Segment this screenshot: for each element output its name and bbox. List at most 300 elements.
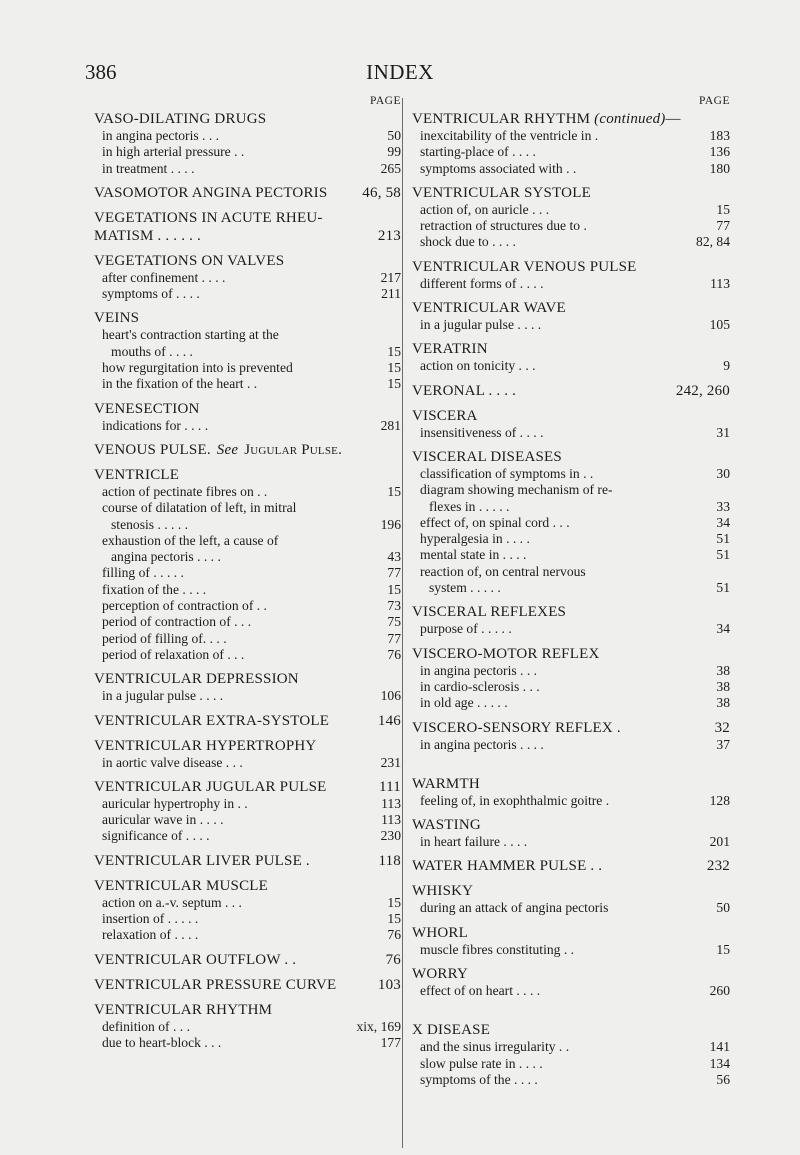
entry-heading	[412, 719, 730, 737]
index-entry	[94, 778, 401, 845]
subentry	[412, 144, 730, 160]
subentry-text: classification of symptoms in . .	[420, 465, 594, 481]
subentry-text: effect of on heart . . . .	[420, 983, 541, 999]
index-entry	[94, 252, 401, 303]
subentry-text: heart's contraction starting at the	[102, 327, 279, 343]
entry-heading-continued	[94, 227, 401, 245]
entry-heading	[94, 737, 401, 755]
subentry-pages: 9	[723, 358, 730, 374]
subentry	[412, 983, 730, 999]
entry-heading	[94, 1001, 401, 1019]
entry-heading	[412, 184, 730, 202]
entry-heading	[412, 603, 730, 621]
entry-heading-pages: 111	[379, 778, 401, 795]
subentry-text: exhaustion of the left, a cause of	[102, 532, 279, 548]
subentry-pages: 38	[716, 662, 730, 678]
subentry	[412, 425, 730, 441]
subentry-pages: 265	[380, 160, 401, 176]
entry-heading-text: VENTRICULAR VENOUS PULSE	[412, 258, 637, 275]
entry-heading-text: VASOMOTOR ANGINA PECTORIS	[94, 184, 328, 201]
subentry-text: auricular hypertrophy in . .	[102, 795, 248, 811]
subentry-pages: 15	[387, 483, 401, 499]
entry-heading-pages: 32	[714, 719, 730, 736]
subentry-text: insertion of . . . . .	[102, 911, 199, 927]
subentry-pages: xix, 169	[356, 1018, 401, 1034]
index-entry	[94, 877, 401, 944]
entry-heading-text: VISCERO-MOTOR REFLEX	[412, 645, 600, 662]
subentry-pages: 136	[709, 144, 730, 160]
subentry	[94, 270, 401, 286]
index-entry	[412, 448, 730, 596]
subentry	[94, 1019, 401, 1035]
subentry	[412, 547, 730, 563]
subentry	[412, 1072, 730, 1088]
subentry-pages: 30	[716, 465, 730, 481]
subentry-text: in aortic valve disease . . .	[102, 754, 243, 770]
entry-heading	[412, 340, 730, 358]
subentry-pages: 77	[387, 630, 401, 646]
subentry-text: flexes in . . . . .	[429, 498, 510, 514]
subentry-text: muscle fibres constituting . .	[420, 941, 575, 957]
subentry	[94, 688, 401, 704]
subentry-text: symptoms associated with . .	[420, 160, 577, 176]
subentry	[94, 128, 401, 144]
subentry-text: auricular wave in . . . .	[102, 812, 224, 828]
entry-heading-text: VENTRICULAR MUSCLE	[94, 877, 269, 894]
subentry-text: effect of, on spinal cord . . .	[420, 514, 570, 530]
entry-heading	[412, 382, 730, 400]
subentry-pages: 43	[387, 549, 401, 565]
subentry	[94, 344, 401, 360]
subentry	[412, 621, 730, 637]
page-title: INDEX	[366, 60, 434, 84]
subentry-pages: 15	[387, 581, 401, 597]
subentry-text: different forms of . . . .	[420, 275, 544, 291]
subentry-text: symptoms of the . . . .	[420, 1071, 538, 1087]
subentry-text: retraction of structures due to .	[420, 218, 587, 234]
subentry-pages: 105	[709, 317, 730, 333]
entry-heading-pages: 46, 58	[362, 184, 401, 201]
entry-heading	[412, 110, 730, 128]
subentry-text: action on a.-v. septum . . .	[102, 894, 242, 910]
entry-heading-text: VISCERA	[412, 407, 478, 424]
entry-heading-text: VENTRICULAR WAVE	[412, 300, 566, 317]
subentry-pages: 141	[709, 1039, 730, 1055]
index-entry	[94, 441, 401, 459]
index-entry	[412, 816, 730, 850]
subentry	[94, 582, 401, 598]
subentry-text: action on tonicity . . .	[420, 358, 536, 374]
subentry-pages: 34	[716, 621, 730, 637]
index-entry	[412, 924, 730, 958]
subentry-text: hyperalgesia in . . . .	[420, 531, 530, 547]
subentry-pages: 177	[380, 1034, 401, 1050]
subentry	[94, 144, 401, 160]
entry-heading-text: VEINS	[94, 310, 140, 327]
subentry-pages: 34	[716, 514, 730, 530]
entry-heading	[412, 965, 730, 983]
subentry-text: filling of . . . . .	[102, 565, 184, 581]
subentry	[94, 360, 401, 376]
page-header	[0, 60, 800, 90]
entry-heading	[94, 951, 401, 969]
subentry-text: period of relaxation of . . .	[102, 646, 245, 662]
subentry-pages: 128	[709, 792, 730, 808]
entry-heading-pages: 146	[377, 712, 401, 729]
entry-heading-text: VEGETATIONS IN ACUTE RHEU-	[94, 209, 323, 226]
entry-heading-text: WASTING	[412, 817, 481, 834]
index-entry	[412, 719, 730, 753]
subentry	[412, 276, 730, 292]
subentry-pages: 77	[716, 218, 730, 234]
entry-heading-text: VENOUS PULSE.	[94, 441, 211, 458]
subentry-text: in a jugular pulse . . . .	[420, 317, 542, 333]
entry-heading-pages: 232	[706, 858, 730, 875]
index-entry	[94, 184, 401, 202]
entry-heading-text: VENTRICULAR RHYTHM (continued)—	[412, 111, 681, 127]
entry-heading	[94, 976, 401, 994]
index-entry	[412, 965, 730, 999]
subentry-pages: 113	[381, 795, 401, 811]
subentry-pages: 15	[387, 343, 401, 359]
subentry-text: in angina pectoris . . .	[420, 662, 538, 678]
entry-heading-pages: 213	[377, 227, 401, 244]
subentry-text: mouths of . . . .	[111, 343, 193, 359]
subentry-pages: 38	[716, 695, 730, 711]
entry-heading	[94, 712, 401, 730]
subentry-pages: 15	[387, 360, 401, 376]
subentry	[412, 202, 730, 218]
subentry-pages: 75	[387, 614, 401, 630]
subentry-text: period of contraction of . . .	[102, 614, 252, 630]
subentry	[94, 755, 401, 771]
entry-heading	[94, 852, 401, 870]
index-entry	[412, 110, 730, 177]
subentry-text: in angina pectoris . . . .	[420, 736, 544, 752]
subentry-text: how regurgitation into is prevented	[102, 360, 293, 376]
subentry	[94, 828, 401, 844]
subentry	[412, 793, 730, 809]
index-entry	[94, 951, 401, 969]
subentry-text: significance of . . . .	[102, 828, 210, 844]
entry-heading-text: VENTRICULAR DEPRESSION	[94, 671, 299, 688]
subentry-text: diagram showing mechanism of re-	[420, 482, 613, 498]
subentry-text: in cardio-sclerosis . . .	[420, 678, 540, 694]
column-divider	[402, 98, 403, 1148]
see-reference: Jugular Pulse.	[244, 441, 343, 458]
subentry	[412, 1056, 730, 1072]
subentry	[412, 900, 730, 916]
entry-heading	[412, 882, 730, 900]
subentry-pages: 77	[387, 565, 401, 581]
index-entry	[412, 857, 730, 875]
entry-heading	[412, 448, 730, 466]
entry-heading-text: WHISKY	[412, 883, 474, 900]
index-entry	[412, 775, 730, 809]
subentry-pages: 15	[387, 376, 401, 392]
index-entry	[94, 110, 401, 177]
entry-heading	[412, 924, 730, 942]
subentry-text: angina pectoris . . . .	[111, 549, 221, 565]
subentry	[94, 517, 401, 533]
index-entry	[412, 299, 730, 333]
entry-heading-text: VENTRICULAR HYPERTROPHY	[94, 737, 317, 754]
index-entry	[94, 976, 401, 994]
subentry	[94, 812, 401, 828]
subentry	[94, 614, 401, 630]
index-entry	[94, 309, 401, 392]
entry-heading	[94, 110, 401, 128]
index-entry	[94, 712, 401, 730]
subentry-pages: 211	[381, 286, 401, 302]
entry-heading-text: VENTRICULAR LIVER PULSE .	[94, 852, 310, 869]
entry-heading	[412, 407, 730, 425]
subentry-pages: 51	[716, 580, 730, 596]
page-number: 386	[85, 60, 117, 84]
index-entry	[412, 184, 730, 251]
index-entry	[94, 737, 401, 771]
subentry	[94, 796, 401, 812]
subentry-text: in the fixation of the heart . .	[102, 376, 258, 392]
subentry	[94, 376, 401, 392]
entry-heading-text: WATER HAMMER PULSE . .	[412, 858, 603, 875]
subentry-pages: 15	[716, 201, 730, 217]
left-column	[94, 95, 401, 1051]
subentry-text: course of dilatation of left, in mitral	[102, 500, 297, 516]
entry-heading	[94, 252, 401, 270]
subentry-text: indications for . . . .	[102, 417, 209, 433]
entry-heading	[412, 299, 730, 317]
subentry-pages: 231	[380, 754, 401, 770]
subentry-pages: 260	[709, 983, 730, 999]
subentry	[412, 218, 730, 234]
entry-heading-text: WHORL	[412, 924, 468, 941]
entry-heading	[412, 258, 730, 276]
subentry	[412, 161, 730, 177]
subentry	[412, 531, 730, 547]
subentry	[94, 533, 401, 549]
subentry-pages: 73	[387, 598, 401, 614]
subentry-text: starting-place of . . . .	[420, 144, 536, 160]
right-column	[412, 95, 730, 1088]
entry-heading	[94, 184, 401, 202]
subentry-pages: 33	[716, 498, 730, 514]
see-word: See	[216, 441, 239, 458]
index-entry	[412, 603, 730, 637]
subentry-pages: 230	[380, 828, 401, 844]
subentry-pages: 196	[380, 516, 401, 532]
entry-heading	[412, 816, 730, 834]
index-entry	[94, 670, 401, 704]
entry-heading-pages: 118	[378, 852, 401, 869]
subentry-text: during an attack of angina pectoris	[420, 900, 609, 916]
index-entry	[94, 466, 401, 663]
entry-heading-text: VENTRICULAR RHYTHM	[94, 1001, 273, 1018]
subentry-text: relaxation of . . . .	[102, 927, 199, 943]
index-entry	[94, 1001, 401, 1052]
subentry-text: reaction of, on central nervous	[420, 563, 586, 579]
entry-heading	[412, 1021, 730, 1039]
subentry-pages: 76	[387, 927, 401, 943]
subentry	[94, 927, 401, 943]
entry-heading-text: VENTRICULAR EXTRA-SYSTOLE	[94, 712, 330, 729]
index-entry	[412, 382, 730, 400]
index-entry	[94, 209, 401, 245]
subentry	[94, 161, 401, 177]
subentry	[412, 317, 730, 333]
index-entry	[412, 258, 730, 292]
subentry	[412, 834, 730, 850]
subentry-text: in old age . . . . .	[420, 695, 508, 711]
subentry-text: due to heart-block . . .	[102, 1034, 222, 1050]
entry-heading-text: VASO-DILATING DRUGS	[94, 111, 267, 127]
subentry	[412, 663, 730, 679]
subentry-text: purpose of . . . . .	[420, 621, 512, 637]
entry-heading	[94, 466, 401, 484]
entry-heading-text: VENTRICULAR OUTFLOW . .	[94, 951, 297, 968]
entry-heading	[412, 775, 730, 793]
subentry-text: in angina pectoris . . .	[102, 128, 220, 143]
subentry-text: in high arterial pressure . .	[102, 144, 245, 160]
entry-heading	[94, 670, 401, 688]
entry-heading-text: VERATRIN	[412, 341, 488, 358]
subentry-text: after confinement . . . .	[102, 269, 226, 285]
subentry-text: perception of contraction of . .	[102, 598, 267, 614]
subentry	[94, 565, 401, 581]
subentry-pages: 106	[380, 688, 401, 704]
index-entry	[412, 1021, 730, 1088]
index-entry	[412, 340, 730, 374]
subentry-pages: 15	[387, 911, 401, 927]
subentry-text: in heart failure . . . .	[420, 834, 528, 850]
entry-heading	[94, 441, 401, 459]
subentry	[412, 695, 730, 711]
subentry	[94, 484, 401, 500]
subentry-pages: 76	[387, 646, 401, 662]
subentry	[412, 515, 730, 531]
entry-heading-text: VISCERAL DISEASES	[412, 448, 562, 465]
subentry	[412, 234, 730, 250]
entry-heading-pages: 242, 260	[675, 382, 730, 399]
entry-heading	[94, 209, 401, 227]
subentry-pages: 38	[716, 678, 730, 694]
index-entry	[412, 882, 730, 916]
entry-heading-text: VENTRICLE	[94, 466, 180, 483]
subentry	[412, 128, 730, 144]
subentry-text: period of filling of. . . .	[102, 630, 227, 646]
subentry-text: fixation of the . . . .	[102, 581, 207, 597]
subentry-pages: 183	[709, 128, 730, 143]
subentry-text: shock due to . . . .	[420, 234, 516, 250]
entry-heading	[94, 400, 401, 418]
subentry	[94, 286, 401, 302]
entry-heading-text: VENESECTION	[94, 400, 200, 417]
entry-heading-text: VENTRICULAR JUGULAR PULSE	[94, 778, 327, 795]
subentry	[412, 482, 730, 498]
entry-heading-text-continued: MATISM . . . . . .	[94, 227, 201, 244]
subentry-text: definition of . . .	[102, 1018, 190, 1034]
subentry-pages: 51	[716, 531, 730, 547]
entry-heading	[94, 309, 401, 327]
subentry	[94, 598, 401, 614]
entry-heading-pages: 103	[377, 976, 401, 993]
subentry	[412, 466, 730, 482]
entry-heading-pages: 76	[385, 951, 401, 968]
subentry-text: slow pulse rate in . . . .	[420, 1055, 543, 1071]
subentry	[94, 418, 401, 434]
subentry-pages: 15	[387, 894, 401, 910]
subentry-pages: 99	[387, 144, 401, 160]
entry-heading	[412, 857, 730, 875]
subentry-pages: 56	[716, 1071, 730, 1087]
entry-heading-text: VENTRICULAR SYSTOLE	[412, 184, 591, 201]
page-column-label: PAGE	[370, 95, 401, 107]
subentry	[94, 911, 401, 927]
subentry-text: insensitiveness of . . . .	[420, 424, 544, 440]
entry-heading-text: VISCERO-SENSORY REFLEX .	[412, 719, 621, 736]
entry-heading-text: X DISEASE	[412, 1022, 491, 1039]
index-entry	[412, 407, 730, 441]
entry-heading-text: VERONAL . . . .	[412, 382, 517, 399]
subentry	[412, 499, 730, 515]
subentry-pages: 15	[716, 941, 730, 957]
subentry-text: action of pectinate fibres on . .	[102, 483, 268, 499]
index-entries-left	[94, 110, 401, 1051]
entry-heading-text: VENTRICULAR PRESSURE CURVE	[94, 976, 337, 993]
subentry	[412, 942, 730, 958]
subentry-text: system . . . . .	[429, 580, 501, 596]
subentry-pages: 113	[710, 275, 730, 291]
subentry-text: mental state in . . . .	[420, 547, 527, 563]
subentry-pages: 82, 84	[696, 234, 730, 250]
subentry	[412, 564, 730, 580]
index-entry	[94, 400, 401, 434]
subentry-pages: 31	[716, 424, 730, 440]
page-column-label: PAGE	[699, 95, 730, 107]
subentry-text: in treatment . . . .	[102, 160, 195, 176]
entry-heading-text: WARMTH	[412, 775, 480, 792]
subentry-pages: 134	[709, 1055, 730, 1071]
subentry-pages: 50	[387, 128, 401, 143]
subentry	[94, 1035, 401, 1051]
subentry	[412, 737, 730, 753]
subentry-text: inexcitability of the ventricle in .	[420, 128, 599, 143]
subentry	[412, 1039, 730, 1055]
index-entry	[94, 852, 401, 870]
subentry	[94, 647, 401, 663]
subentry-pages: 51	[716, 547, 730, 563]
subentry-text: stenosis . . . . .	[111, 516, 189, 532]
entry-heading-text: VEGETATIONS ON VALVES	[94, 252, 285, 269]
entry-heading	[94, 778, 401, 796]
subentry-text: and the sinus irregularity . .	[420, 1039, 570, 1055]
subentry	[94, 549, 401, 565]
subentry	[412, 580, 730, 596]
subentry	[94, 327, 401, 343]
subentry-pages: 180	[709, 160, 730, 176]
subentry-pages: 50	[716, 900, 730, 916]
subentry-text: action of, on auricle . . .	[420, 201, 550, 217]
subentry	[94, 500, 401, 516]
subentry-pages: 201	[709, 834, 730, 850]
entry-heading-text: WORRY	[412, 966, 469, 983]
subentry-pages: 113	[381, 812, 401, 828]
subentry-pages: 217	[380, 269, 401, 285]
subentry-text: symptoms of . . . .	[102, 286, 200, 302]
entry-heading-text: VISCERAL REFLEXES	[412, 604, 567, 621]
entry-heading	[412, 645, 730, 663]
index-entry	[412, 645, 730, 712]
